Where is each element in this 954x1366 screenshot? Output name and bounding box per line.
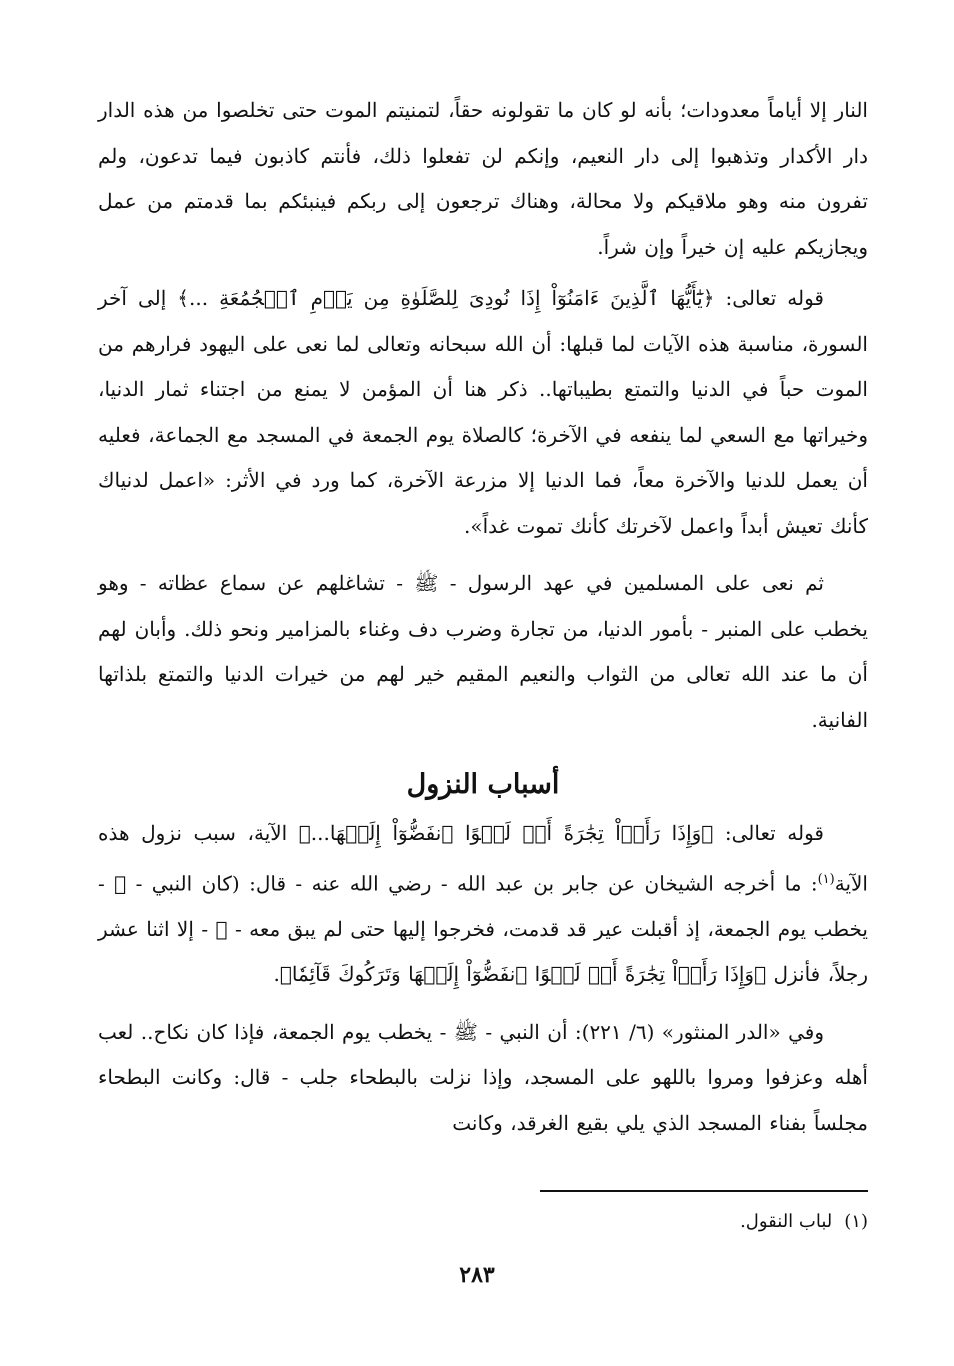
footnote-number: (١) — [844, 1211, 868, 1232]
footnote-divider — [540, 1190, 868, 1192]
body-paragraph-1: النار إلا أياماً معدودات؛ بأنه لو كان ما تقولونه حقاً، لتمنيتم الموت حتى تخلصوا من هذه الدار دار الأكدار وتذهبوا إلى دار النعيم، وإنكم لن تفعلوا ذلك، فأنتم كاذبون فيما تدعون، ولم تفرون منه وهو ملاقيكم ولا محالة، وهناك ترجعون إلى ربكم فينبئكم بما قدمتم من عمل ويجازيكم عليه إن خيراً وإن شراً. — [98, 98, 868, 259]
page-number: ٢٨٣ — [459, 1262, 495, 1288]
page-body — [98, 88, 868, 1146]
section-heading: أسباب النزول — [406, 769, 560, 800]
body-paragraph-2: قوله تعالى: ﴿يَٰٓأَيُّهَا ٱلَّذِينَ ءَامَنُوٓاْ إِذَا نُودِىَ لِلصَّلَوٰةِ مِن يَوۡمِ ٱلۡجُمُعَةِ ...﴾ إلى آخر السورة، مناسبة هذه الآيات لما قبلها: أن الله سبحانه وتعالى لما نعى على اليهود فرارهم من الموت حباً في الدنيا والتمتع بطيباتها.. ذكر هنا أن المؤمن لا يمنع من اجتناء ثمار الدنيا، وخيراتها مع السعي لما ينفعه في الآخرة؛ كالصلاة يوم الجمعة في المسجد مع الجماعة، فعليه أن يعمل للدنيا والآخرة معاً، فما الدنيا إلا مزرعة الآخرة، كما ورد في الأثر: «اعمل لدنياك كأنك تعيش أبداً واعمل لآخرتك كأنك تموت غداً». — [98, 286, 868, 538]
section-paragraph-1-start: قوله تعالى: ﴿وَإِذَا رَأَوۡاْ تِجَٰرَةً أَوۡ لَهۡوًا ٱنفَضُّوٓاْ إِلَيۡهَا...﴾ الآية، سبب نزول هذه الآية — [98, 821, 868, 896]
section-paragraph-2: وفي «الدر المنثور» (٦/ ٢٢١): أن النبي - ﷺ - يخطب يوم الجمعة، فإذا كان نكاح.. لعب أهله وعزفوا ومروا باللهو على المسجد، وإذا نزلت بالبطحاء جلب - قال: وكانت البطحاء مجلساً بفناء المسجد الذي يلي بقيع الغرقد، وكانت — [98, 1019, 868, 1135]
body-paragraph-3: ثم نعى على المسلمين في عهد الرسول - ﷺ - تشاغلهم عن سماع عظاته - وهو يخطب على المنبر - بأمور الدنيا، من تجارة وضرب دف وغناء بالمزامير ونحو ذلك. وأبان لهم أن ما عند الله تعالى من الثواب والنعيم المقيم خير لهم من خيرات الدنيا والتمتع بلذاتها الفانية. — [98, 571, 868, 732]
section-paragraph-1 — [98, 811, 868, 998]
footnote — [108, 1208, 868, 1236]
footnote-reference: (١) — [817, 871, 835, 887]
section-paragraph-1-rest: : ما أخرجه الشيخان عن جابر بن عبد الله - رضي الله عنه - قال: (كان النبي - ﷺ - يخطب يوم الجمعة، إذ أقبلت عير قد قدمت، فخرجوا إليها حتى لم يبق معه - ﷺ - إلا اثنا عشر رجلاً، فأنزل ﴿وَإِذَا رَأَوۡاْ تِجَٰرَةً أَوۡ لَهۡوًا ٱنفَضُّوٓاْ إِلَيۡهَا وَتَرَكُوكَ قَآئِمٗا﴾. — [98, 871, 868, 987]
footnote-text: لباب النقول. — [740, 1211, 833, 1232]
